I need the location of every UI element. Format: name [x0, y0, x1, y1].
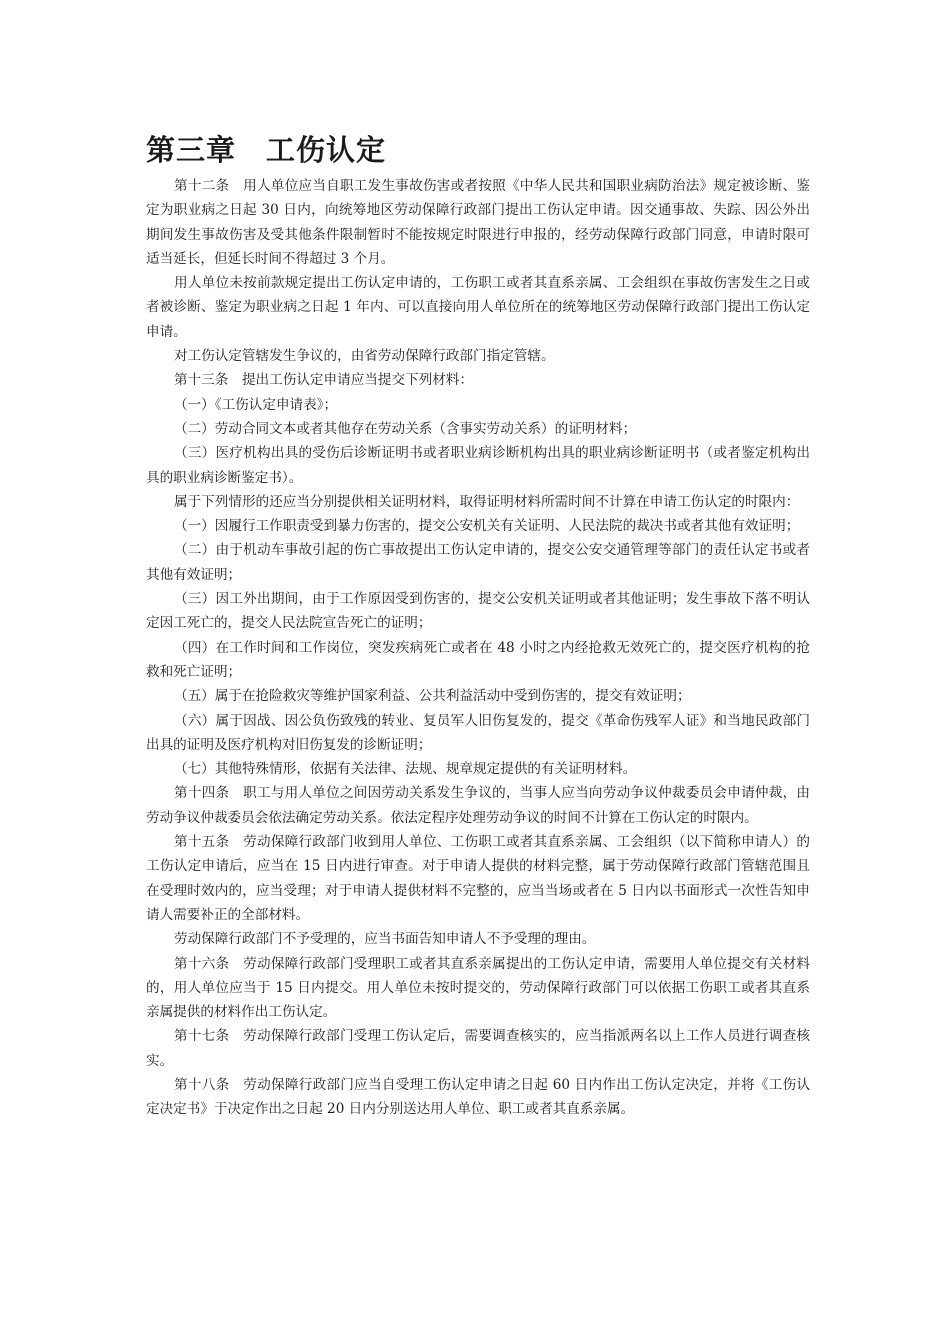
article-13-paragraph: 第十三条 提出工伤认定申请应当提交下列材料：: [174, 372, 474, 389]
article-14-paragraph: 第十四条 职工与用人单位之间因劳动关系发生争议的，当事人应当向劳动争议仲裁委员会申请仲裁，由劳动争议仲裁委员会依法确定劳动关系。依法定程序处理劳动争议的时间不计算在工伤认定的时限内。: [146, 785, 810, 826]
article-13-item-1: （一）《工伤认定申请表》；: [174, 396, 338, 413]
article-12-paragraph-2: 用人单位未按前款规定提出工伤认定申请的，工伤职工或者其直系亲属、工会组织在事故伤害发生之日或者被诊断、鉴定为职业病之日起 1 年内、可以直接向用人单位所在的统筹地区劳动保障行政部门提出工伤认定申请。: [146, 275, 810, 340]
article-17-paragraph: 第十七条 劳动保障行政部门受理工伤认定后，需要调查核实的，应当指派两名以上工作人员进行调查核实。: [146, 1028, 810, 1069]
article-15-paragraph: 第十五条 劳动保障行政部门收到用人单位、工伤职工或者其直系亲属、工会组织（以下简称申请人）的工伤认定申请后，应当在 15 日内进行审查。对于申请人提供的材料完整，属于劳动保障行政部门管辖范围且在受理时效内的，应当受理；对于申请人提供材料不完整的，应当当场或者在 5 日内以书面形式一次性告知申请人需要补正的全部材料。: [146, 834, 810, 923]
article-15-paragraph-2: 劳动保障行政部门不予受理的，应当书面告知申请人不予受理的理由。: [174, 931, 596, 948]
document-page: [146, 128, 810, 1122]
article-13-case-7: （七）其他特殊情形，依据有关法律、法规、规章规定提供的有关证明材料。: [174, 761, 637, 778]
article-13-case-4: （四）在工作时间和工作岗位，突发疾病死亡或者在 48 小时之内经抢救无效死亡的，提交医疗机构的抢救和死亡证明；: [146, 639, 810, 680]
article-13-case-6: （六）属于因战、因公负伤致残的转业、复员军人旧伤复发的，提交《革命伤残军人证》和当地民政部门出具的证明及医疗机构对旧伤复发的诊断证明；: [146, 712, 810, 753]
chapter-title: 第三章 工伤认定: [146, 133, 387, 167]
article-12-paragraph: 第十二条 用人单位应当自职工发生事故伤害或者按照《中华人民共和国职业病防治法》规定被诊断、鉴定为职业病之日起 30 日内，向统筹地区劳动保障行政部门提出工伤认定申请。因交通事故、失踪、因公外出期间发生事故伤害及受其他条件限制暂时不能按规定时限进行申报的，经劳动保障行政部门同意，申请时限可适当延长，但延长时间不得超过 3 个月。: [146, 178, 810, 267]
article-13-item-3: （三）医疗机构出具的受伤后诊断证明书或者职业病诊断机构出具的职业病诊断证明书（或者鉴定机构出具的职业病诊断鉴定书）。: [146, 445, 810, 486]
article-13-case-1: （一）因履行工作职责受到暴力伤害的，提交公安机关有关证明、人民法院的裁决书或者其他有效证明；: [174, 518, 800, 535]
article-13-case-5: （五）属于在抢险救灾等维护国家利益、公共利益活动中受到伤害的，提交有效证明；: [174, 688, 691, 705]
article-13-case-3: （三）因工外出期间，由于工作原因受到伤害的，提交公安机关证明或者其他证明；发生事故下落不明认定因工死亡的，提交人民法院宣告死亡的证明；: [146, 591, 810, 632]
article-13-paragraph-2: 属于下列情形的还应当分别提供相关证明材料，取得证明材料所需时间不计算在申请工伤认定的时限内：: [174, 493, 800, 510]
article-13-item-2: （二）劳动合同文本或者其他存在劳动关系（含事实劳动关系）的证明材料；: [174, 420, 637, 437]
article-13-case-2: （二）由于机动车事故引起的伤亡事故提出工伤认定申请的，提交公安交通管理等部门的责任认定书或者其他有效证明；: [146, 542, 810, 583]
article-12-paragraph-3: 对工伤认定管辖发生争议的，由省劳动保障行政部门指定管辖。: [174, 348, 555, 365]
article-18-paragraph: 第十八条 劳动保障行政部门应当自受理工伤认定申请之日起 60 日内作出工伤认定决定，并将《工伤认定决定书》于决定作出之日起 20 日内分别送达用人单位、职工或者其直系亲属。: [146, 1076, 810, 1118]
article-16-paragraph: 第十六条 劳动保障行政部门受理职工或者其直系亲属提出的工伤认定申请，需要用人单位提交有关材料的，用人单位应当于 15 日内提交。用人单位未按时提交的，劳动保障行政部门可以依据工伤职工或者其直系亲属提供的材料作出工伤认定。: [146, 955, 810, 1021]
